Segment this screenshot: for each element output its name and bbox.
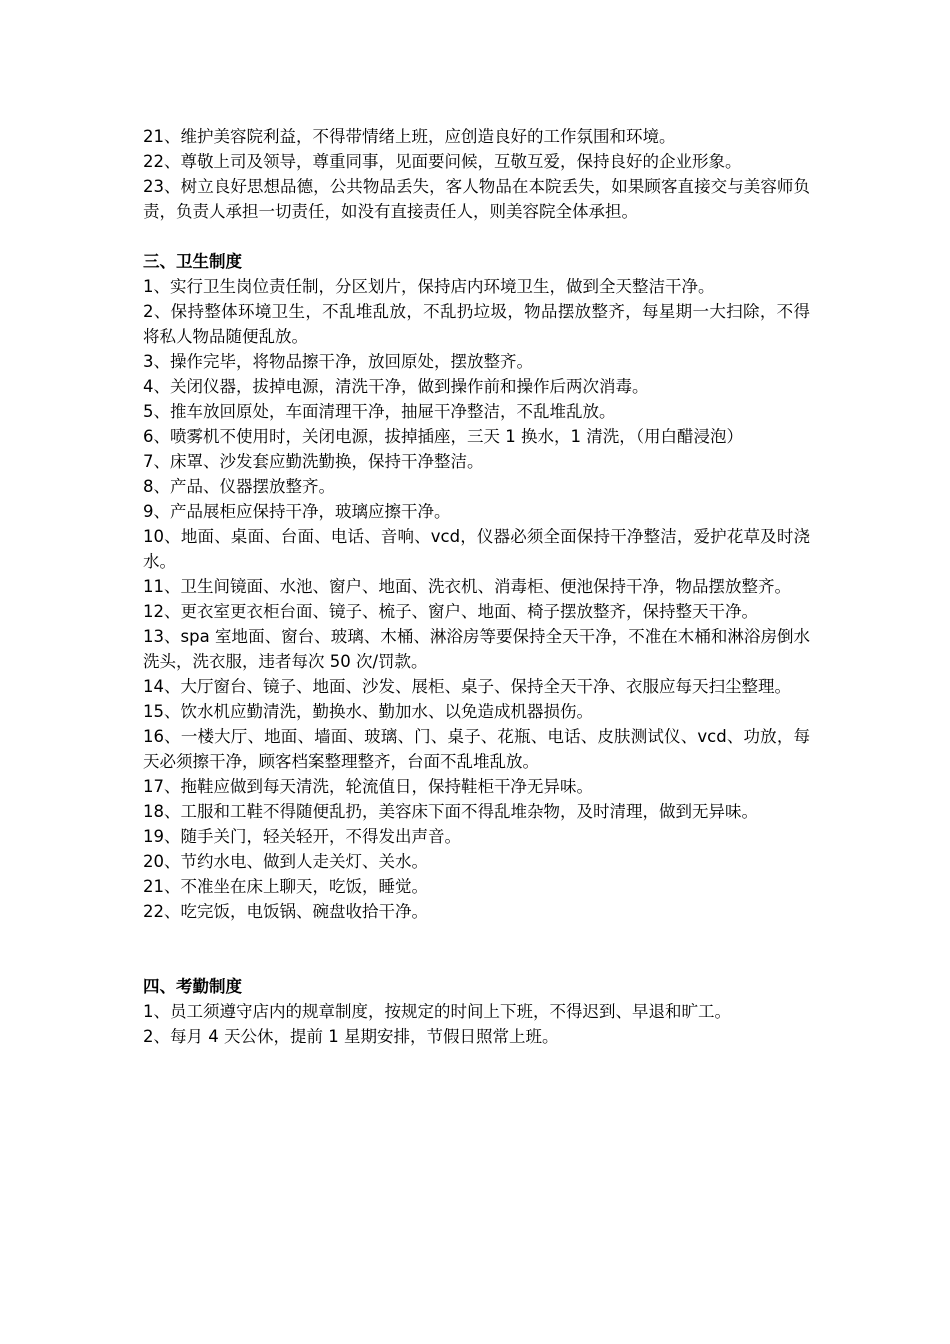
rule-item: 3、操作完毕，将物品擦干净，放回原处，摆放整齐。 — [143, 352, 533, 371]
rule-item: 7、床罩、沙发套应勤洗勤换，保持干净整洁。 — [143, 452, 484, 471]
rule-item: 11、卫生间镜面、水池、窗户、地面、洗衣机、消毒柜、便池保持干净，物品摆放整齐。 — [143, 577, 791, 596]
spacer — [143, 224, 810, 249]
rule-item: 20、节约水电、做到人走关灯、关水。 — [143, 852, 428, 871]
rule-item: 18、工服和工鞋不得随便乱扔，美容床下面不得乱堆杂物，及时清理，做到无异味。 — [143, 802, 758, 821]
rule-item: 2、每月 4 天公休，提前 1 星期安排，节假日照常上班。 — [143, 1027, 559, 1046]
rule-item: 17、拖鞋应做到每天清洗，轮流值日，保持鞋柜干净无异味。 — [143, 777, 593, 796]
spacer — [143, 924, 810, 974]
conduct-rules-continued — [143, 124, 810, 224]
rule-item: 19、随手关门，轻关轻开，不得发出声音。 — [143, 827, 461, 846]
rule-item: 21、维护美容院利益，不得带情绪上班，应创造良好的工作氛围和环境。 — [143, 127, 676, 146]
rule-item: 9、产品展柜应保持干净，玻璃应擦干净。 — [143, 502, 451, 521]
rule-item: 22、尊敬上司及领导，尊重同事，见面要问候，互敬互爱，保持良好的企业形象。 — [143, 152, 742, 171]
rule-item: 8、产品、仪器摆放整齐。 — [143, 477, 335, 496]
attendance-section — [143, 974, 810, 1049]
rule-item: 2、保持整体环境卫生，不乱堆乱放，不乱扔垃圾，物品摆放整齐，每星期一大扫除，不得将私人物品随便乱放。 — [143, 302, 810, 346]
rule-item: 23、树立良好思想品德，公共物品丢失，客人物品在本院丢失，如果顾客直接交与美容师负责，负责人承担一切责任，如没有直接责任人，则美容院全体承担。 — [143, 177, 810, 221]
rule-item: 14、大厅窗台、镜子、地面、沙发、展柜、桌子、保持全天干净、衣服应每天扫尘整理。 — [143, 677, 791, 696]
rule-item: 4、关闭仪器，拔掉电源，清洗干净，做到操作前和操作后两次消毒。 — [143, 377, 649, 396]
rule-item: 13、spa 室地面、窗台、玻璃、木桶、淋浴房等要保持全天干净，不准在木桶和淋浴房倒水洗头，洗衣服，违者每次 50 次/罚款。 — [143, 627, 810, 671]
section-heading: 三、卫生制度 — [143, 252, 242, 271]
rule-item: 1、员工须遵守店内的规章制度，按规定的时间上下班，不得迟到、早退和旷工。 — [143, 1002, 731, 1021]
section-heading: 四、考勤制度 — [143, 977, 242, 996]
rule-item: 6、喷雾机不使用时，关闭电源，拔掉插座，三天 1 换水，1 清洗，（用白醋浸泡） — [143, 427, 743, 446]
rule-item: 16、一楼大厅、地面、墙面、玻璃、门、桌子、花瓶、电话、皮肤测试仪、vcd、功放，每天必须擦干净，顾客档案整理整齐，台面不乱堆乱放。 — [143, 727, 810, 771]
rule-item: 15、饮水机应勤清洗，勤换水、勤加水、以免造成机器损伤。 — [143, 702, 593, 721]
document-page — [143, 124, 810, 1049]
rule-item: 22、吃完饭，电饭锅、碗盘收拾干净。 — [143, 902, 428, 921]
rule-item: 12、更衣室更衣柜台面、镜子、梳子、窗户、地面、椅子摆放整齐，保持整天干净。 — [143, 602, 758, 621]
rule-item: 10、地面、桌面、台面、电话、音响、vcd，仪器必须全面保持干净整洁，爱护花草及时浇水。 — [143, 527, 810, 571]
rule-item: 5、推车放回原处，车面清理干净，抽屉干净整洁，不乱堆乱放。 — [143, 402, 616, 421]
rule-item: 21、不准坐在床上聊天，吃饭，睡觉。 — [143, 877, 428, 896]
hygiene-section — [143, 249, 810, 924]
rule-item: 1、实行卫生岗位责任制，分区划片，保持店内环境卫生，做到全天整洁干净。 — [143, 277, 715, 296]
